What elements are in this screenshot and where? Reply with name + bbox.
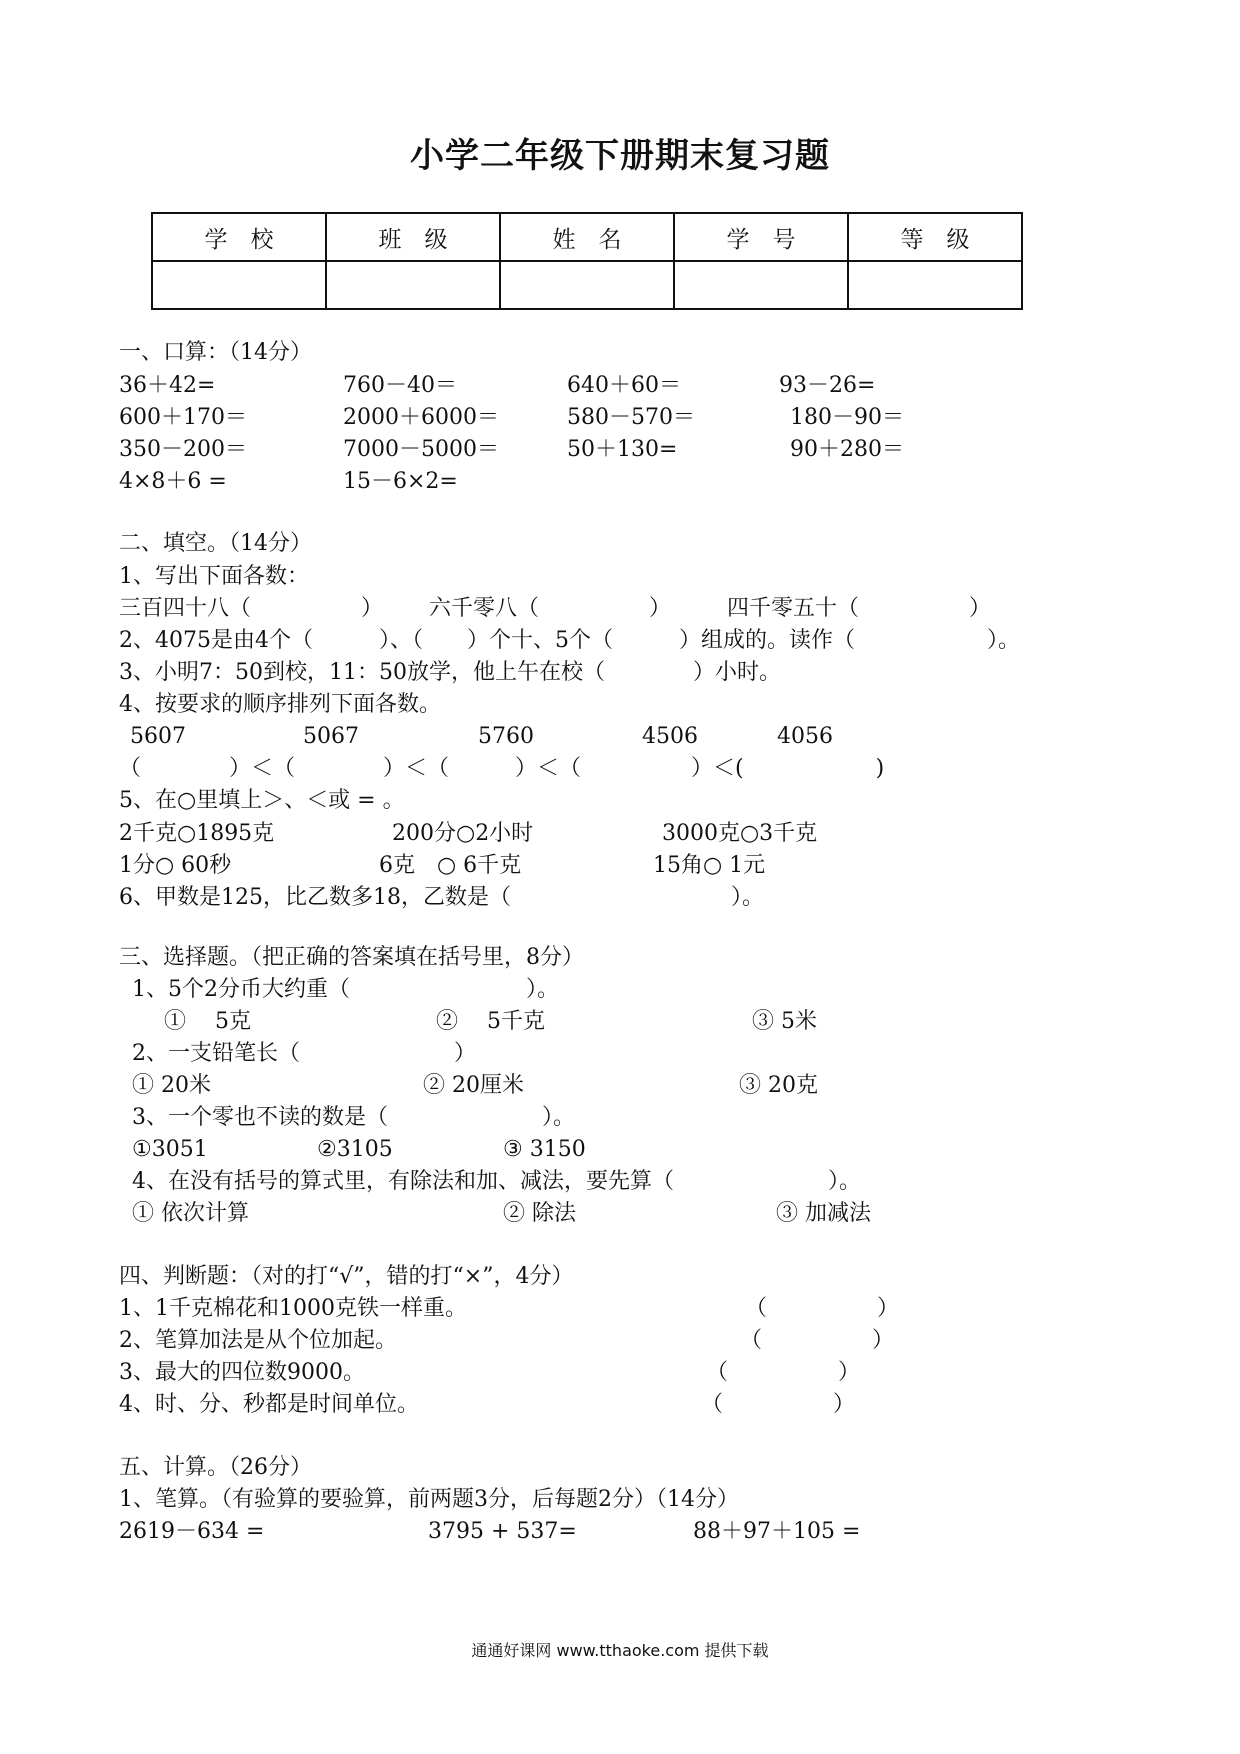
calc-expression: 3795 + 537= [428, 1519, 577, 1544]
footer-source: 通通好课网 www.tthaoke.com 提供下载 [471, 1641, 769, 1660]
judge-statement: 2、笔算加法是从个位加起。 [119, 1328, 397, 1353]
choice-option: ①3051 [132, 1137, 208, 1162]
number-to-sort: 5607 [130, 724, 186, 749]
compare-item: 15角○ 1元 [653, 853, 766, 878]
blank-grade-cell[interactable] [848, 261, 1022, 309]
section-2-heading: 二、填空。（14分） [119, 531, 312, 556]
compare-item: 2千克○1895克 [119, 821, 275, 846]
oral-calc-item: 15－6×2= [343, 469, 458, 494]
fill-q1-item: 六千零八（ ） [429, 596, 672, 621]
section-3-heading: 三、选择题。（把正确的答案填在括号里，8分） [119, 945, 584, 970]
fill-q1-item: 四千零五十（ ） [727, 596, 992, 621]
compare-item: 6克 ○ 6千克 [379, 853, 522, 878]
oral-calc-item: 640＋60＝ [567, 373, 681, 398]
page-title: 小学二年级下册期末复习题 [410, 136, 830, 176]
oral-calc-item: 7000－5000＝ [343, 437, 499, 462]
choice-option: ② 5千克 [436, 1009, 545, 1034]
oral-calc-item: 600＋170＝ [119, 405, 247, 430]
info-blank-row [152, 261, 1022, 309]
oral-calc-item: 2000＋6000＝ [343, 405, 499, 430]
oral-calc-item: 4×8＋6 = [119, 469, 227, 494]
fill-q5: 5、在○里填上＞、＜或 = 。 [119, 788, 405, 813]
oral-calc-item: 36＋42= [119, 373, 216, 398]
header-class: 班 级 [326, 213, 500, 261]
judge-statement: 1、1千克棉花和1000克铁一样重。 [119, 1296, 467, 1321]
choice-q4: 4、在没有括号的算式里，有除法和加、减法，要先算（ ）。 [132, 1169, 861, 1194]
choice-q2: 2、一支铅笔长（ ） [132, 1041, 476, 1066]
choice-q3: 3、一个零也不读的数是（ ）。 [132, 1105, 575, 1130]
choice-q1: 1、5个2分币大约重（ ）。 [132, 977, 559, 1002]
info-header-row [152, 213, 1022, 261]
judge-statement: 3、最大的四位数9000。 [119, 1360, 365, 1385]
header-school: 学 校 [152, 213, 326, 261]
oral-calc-item: 90＋280＝ [790, 437, 904, 462]
choice-option: ③ 20克 [739, 1073, 818, 1098]
calc-expression: 2619－634 = [119, 1519, 265, 1544]
header-grade: 等 级 [848, 213, 1022, 261]
blank-student-number-cell[interactable] [674, 261, 848, 309]
section-5-heading: 五、计算。（26分） [119, 1455, 312, 1480]
compare-item: 3000克○3千克 [662, 821, 818, 846]
fill-q2: 2、4075是由4个（ ）、（ ）个十、5个（ ）组成的。读作（ ）。 [119, 628, 1020, 653]
fill-q3: 3、小明7：50到校，11：50放学，他上午在校（ ）小时。 [119, 660, 781, 685]
choice-option: ① 20米 [132, 1073, 211, 1098]
choice-option: ②3105 [317, 1137, 393, 1162]
oral-calc-item: 350－200＝ [119, 437, 247, 462]
judge-answer-blank[interactable]: （ ） [701, 1392, 856, 1417]
judge-answer-blank[interactable]: （ ） [706, 1360, 861, 1385]
sort-answer-line: （ ）＜（ ）＜（ ）＜（ ）＜( ) [119, 756, 885, 781]
section-1-heading: 一、口算：（14分） [119, 340, 312, 365]
oral-calc-item: 760－40＝ [343, 373, 457, 398]
section-4-heading: 四、判断题：（对的打“√”，错的打“×”，4分） [119, 1264, 574, 1289]
header-student-number: 学 号 [674, 213, 848, 261]
number-to-sort: 4056 [777, 724, 833, 749]
blank-class-cell[interactable] [326, 261, 500, 309]
blank-school-cell[interactable] [152, 261, 326, 309]
number-to-sort: 5067 [303, 724, 359, 749]
oral-calc-item: 580－570＝ [567, 405, 695, 430]
header-name: 姓 名 [500, 213, 674, 261]
oral-calc-item: 180－90＝ [790, 405, 904, 430]
choice-option: ① 5克 [164, 1009, 251, 1034]
calc-expression: 88＋97＋105 = [693, 1519, 861, 1544]
fill-q1-item: 三百四十八（ ） [119, 596, 384, 621]
choice-option: ③ 3150 [503, 1137, 586, 1162]
calc-q1: 1、笔算。（有验算的要验算，前两题3分，后每题2分）（14分） [119, 1487, 739, 1512]
fill-q4: 4、按要求的顺序排列下面各数。 [119, 692, 441, 717]
judge-statement: 4、时、分、秒都是时间单位。 [119, 1392, 419, 1417]
choice-option: ② 除法 [503, 1201, 576, 1226]
compare-item: 1分○ 60秒 [119, 853, 232, 878]
number-to-sort: 4506 [642, 724, 698, 749]
choice-option: ② 20厘米 [423, 1073, 524, 1098]
choice-option: ③ 5米 [752, 1009, 817, 1034]
fill-q6: 6、甲数是125，比乙数多18，乙数是（ ）。 [119, 885, 764, 910]
oral-calc-item: 50＋130= [567, 437, 678, 462]
judge-answer-blank[interactable]: （ ） [740, 1328, 895, 1353]
choice-option: ③ 加减法 [776, 1201, 871, 1226]
compare-item: 200分○2小时 [392, 821, 534, 846]
oral-calc-item: 93－26= [779, 373, 876, 398]
number-to-sort: 5760 [478, 724, 534, 749]
judge-answer-blank[interactable]: （ ） [745, 1296, 900, 1321]
fill-q1: 1、写出下面各数： [119, 564, 309, 589]
blank-name-cell[interactable] [500, 261, 674, 309]
choice-option: ① 依次计算 [132, 1201, 249, 1226]
student-info-table [151, 212, 1023, 310]
